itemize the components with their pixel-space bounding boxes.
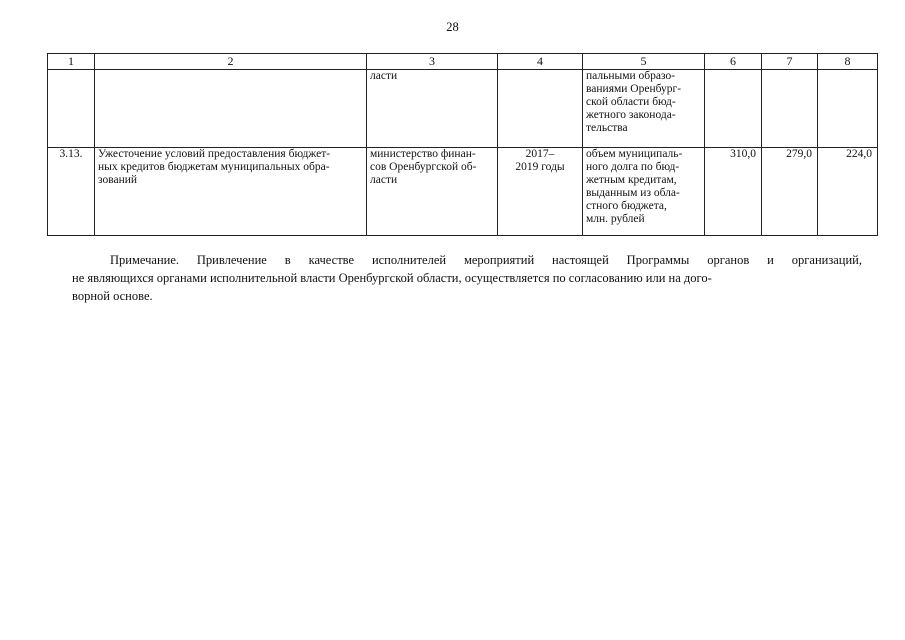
- column-header-1: 1: [48, 54, 95, 70]
- cell-indicator: пальными образо- ваниями Оренбург- ской области бюд- жетного законода- тельства: [583, 70, 705, 148]
- table-row-continuation: [48, 70, 878, 148]
- cell-measure: Ужесточение условий предоставления бюджет- ных кредитов бюджетам муниципальных обра- зований: [95, 148, 367, 236]
- cell-value-2019: 224,0: [818, 148, 878, 236]
- column-header-8: 8: [818, 54, 878, 70]
- note-paragraph: [72, 251, 862, 305]
- table-header-row: [48, 54, 878, 70]
- column-header-3: 3: [367, 54, 498, 70]
- cell-value-2017: 310,0: [705, 148, 762, 236]
- cell-measure: [95, 70, 367, 148]
- column-header-5: 5: [583, 54, 705, 70]
- cell-value-2018: [762, 70, 818, 148]
- column-header-7: 7: [762, 54, 818, 70]
- page-number: 28: [446, 20, 459, 34]
- cell-executor: министерство финан- сов Оренбургской об- ласти: [367, 148, 498, 236]
- program-measures-table: [47, 53, 878, 236]
- note-continuation: не являющихся органами исполнительной власти Оренбургской области, осуществляется по согласованию или на дого- ворной основе.: [72, 271, 712, 303]
- cell-term: 2017– 2019 годы: [498, 148, 583, 236]
- cell-number: 3.13.: [48, 148, 95, 236]
- cell-value-2018: 279,0: [762, 148, 818, 236]
- table-row-3-13: [48, 148, 878, 236]
- cell-number: [48, 70, 95, 148]
- cell-value-2017: [705, 70, 762, 148]
- cell-term: [498, 70, 583, 148]
- cell-indicator: объем муниципаль- ного долга по бюд- жетным кредитам, выданным из обла- стного бюджета, млн. рублей: [583, 148, 705, 236]
- column-header-4: 4: [498, 54, 583, 70]
- column-header-6: 6: [705, 54, 762, 70]
- note-first-line: Примечание. Привлечение в качестве исполнителей мероприятий настоящей Программы органов и организаций,: [110, 253, 862, 267]
- cell-value-2019: [818, 70, 878, 148]
- cell-executor: ласти: [367, 70, 498, 148]
- column-header-2: 2: [95, 54, 367, 70]
